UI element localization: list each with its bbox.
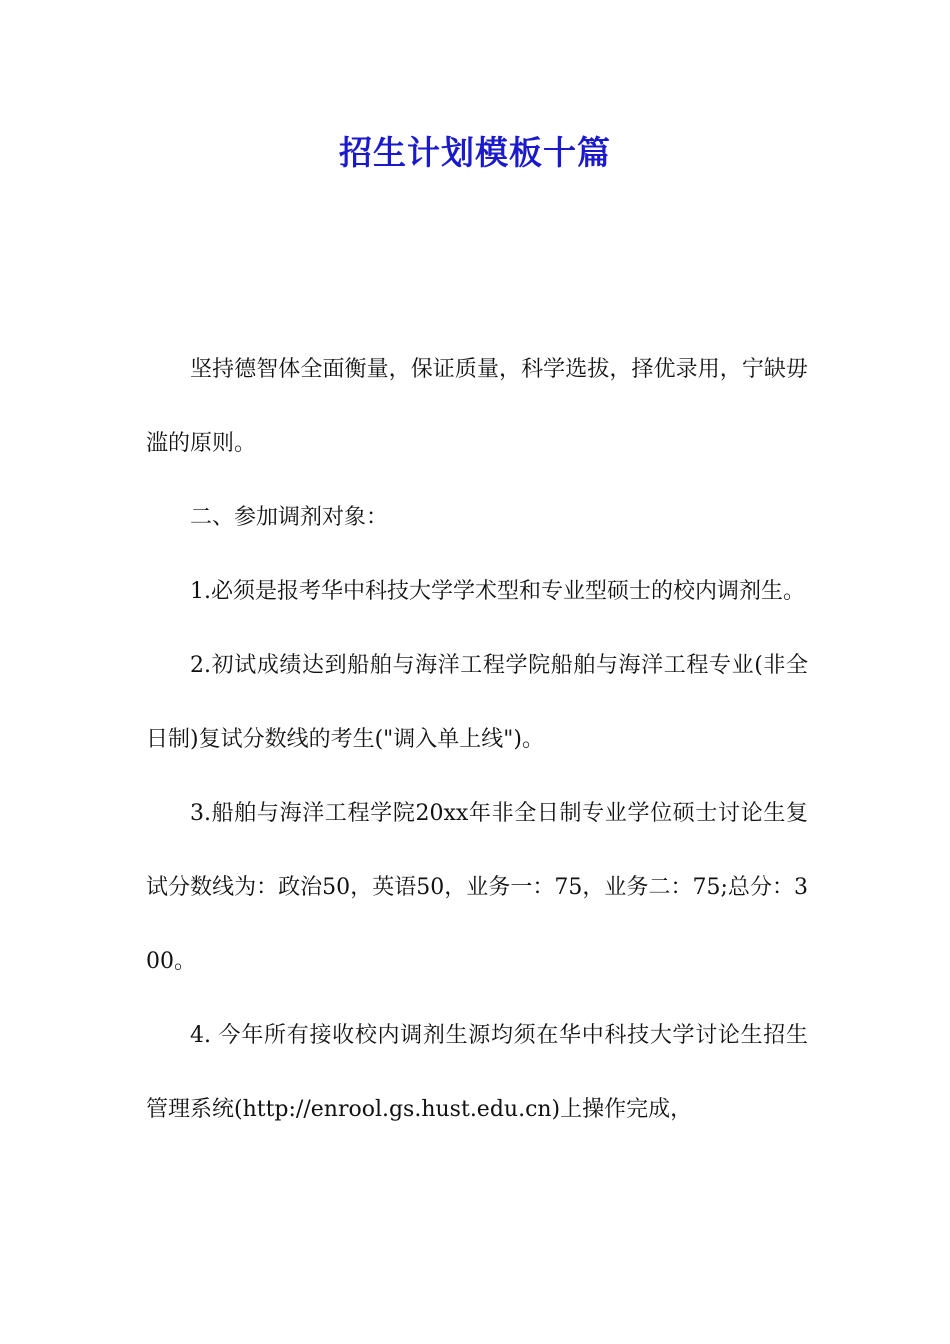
paragraph-item-1: 1.必须是报考华中科技大学学术型和专业型硕士的校内调剂生。: [190, 579, 805, 604]
document-title: 招生计划模板十篇: [339, 133, 611, 172]
document-body: [146, 333, 808, 1147]
paragraph-item-2: 2.初试成绩达到船舶与海洋工程学院船舶与海洋工程专业(非全日制)复试分数线的考生("调入单上线")。: [146, 653, 808, 752]
paragraph-section-heading: 二、参加调剂对象：: [190, 505, 389, 530]
paragraph-item-4: 4. 今年所有接收校内调剂生源均须在华中科技大学讨论生招生管理系统(http://enrool.gs.hust.edu.cn)上操作完成，: [146, 1023, 808, 1122]
paragraph-item-3: 3.船舶与海洋工程学院20xx年非全日制专业学位硕士讨论生复试分数线为：政治50，英语50，业务一：75，业务二：75;总分：300。: [146, 801, 808, 974]
paragraph-principle: 坚持德智体全面衡量，保证质量，科学选拔，择优录用，宁缺毋滥的原则。: [146, 357, 808, 456]
